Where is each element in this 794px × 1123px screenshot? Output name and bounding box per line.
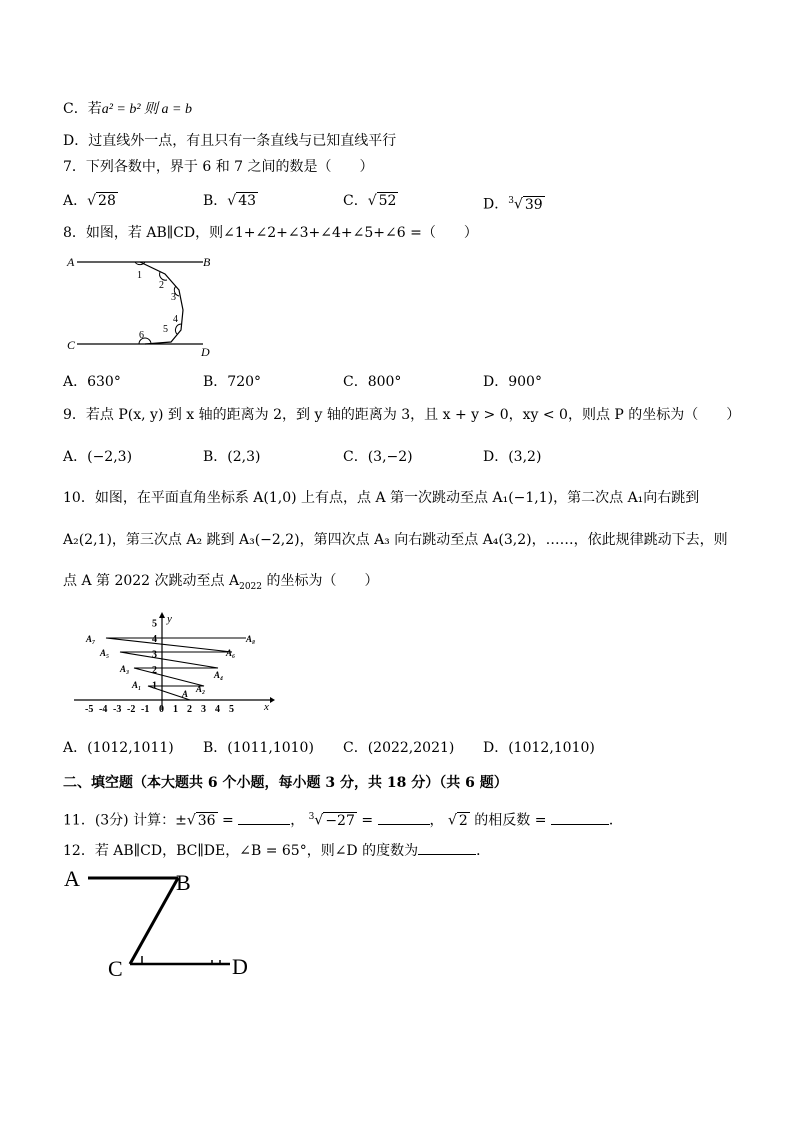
q10-option-b: B．(1011,1010) [203, 740, 314, 756]
x-tick-label: 1 [173, 704, 178, 715]
y-tick-label: 5 [152, 618, 157, 630]
q10-point-a1: A₁ [132, 680, 142, 690]
x-tick-label: -5 [85, 704, 94, 715]
q9-stem: 9．若点 P(x, y) 到 x 轴的距离为 2，到 y 轴的距离为 3，且 x + y > 0，xy < 0，则点 P 的坐标为（ ） [63, 407, 741, 423]
q10-line3: 点 A 第 2022 次跳动至点 $A_{2022}$ 的坐标为（ ） [63, 573, 379, 592]
q9-option-d: D．(3,2) [483, 449, 542, 465]
q10-point-a5: A₅ [100, 648, 110, 658]
q8-label-2: 2 [159, 280, 164, 291]
y-tick-label: 3 [152, 649, 157, 661]
q10-point-a2: A₂ [196, 684, 206, 694]
q12-label-d: D [232, 954, 248, 979]
q10-point-a3: A₃ [120, 664, 130, 674]
q10-option-a: A．(1012,1011) [63, 740, 174, 756]
q7-option-c: C．√ 52 [343, 193, 397, 209]
q8-option-d: D．900° [483, 374, 542, 390]
q6-option-d: D．过直线外一点，有且只有一条直线与已知直线平行 [63, 133, 397, 149]
q12-stem: 12．若 AB∥CD，BC∥DE，∠B = 65°，则∠D 的度数为 ． [63, 843, 491, 859]
q10-figure [70, 612, 275, 716]
x-tick-label: 2 [187, 704, 192, 715]
x-tick-label: 4 [215, 704, 220, 715]
section2-title: 二、填空题（本大题共 6 个小题，每小题 3 分，共 18 分）（共 6 题） [63, 775, 508, 791]
q8-option-b: B．720° [203, 374, 262, 390]
x-tick-label: 3 [201, 704, 206, 715]
q8-label-3: 3 [171, 292, 176, 303]
q6-option-c-label: C．若 [63, 101, 102, 117]
q10-line2: A₂(2,1)，第三次点 A₂ 跳到 A₃(−2,2)，第四次点 A₃ 向右跳动至点 A₄(3,2)，……，依此规律跳动下去，则 [63, 532, 728, 548]
q8-stem: 8．如图，若 AB∥CD，则∠1+∠2+∠3+∠4+∠5+∠6 =（ ） [63, 225, 478, 241]
q12-blank[interactable] [418, 841, 476, 855]
q8-label-4: 4 [173, 314, 178, 325]
q7-stem: 7．下列各数中，界于 6 和 7 之间的数是（ ） [63, 159, 374, 175]
y-tick-label: 4 [152, 634, 157, 645]
q8-option-c: C．800° [343, 374, 402, 390]
q10-point-a7: A₇ [86, 634, 96, 644]
q12-label-a: A [64, 866, 80, 891]
q8-label-5: 5 [163, 324, 168, 335]
q9-option-c: C．(3,−2) [343, 449, 413, 465]
x-tick-label: 0 [159, 704, 164, 715]
q10-point-a6: A₆ [226, 648, 236, 658]
q10-y-axis-label: y [167, 613, 172, 625]
q8-label-1: 1 [137, 270, 142, 281]
q12-label-c: C [108, 956, 123, 981]
y-tick-label: 2 [152, 665, 157, 676]
q11-blank-3[interactable] [551, 811, 609, 825]
q10-line1: 10．如图，在平面直角坐标系 A(1,0) 上有点，点 A 第一次跳动至点 A₁(−1,1)，第二次点 A₁向右跳到 [63, 490, 700, 506]
x-tick-label: -4 [99, 704, 108, 715]
q6-option-c-math: a² = b² 则 a = b [101, 102, 193, 117]
q11-blank-2[interactable] [378, 811, 430, 825]
y-tick-label: 1 [152, 680, 157, 692]
q12-label-b: B [176, 870, 191, 895]
q10-point-a: A [182, 689, 189, 699]
q7-option-d: D．$^3$√ 39 [483, 196, 543, 213]
x-tick-label: -2 [127, 704, 136, 715]
q8-figure [63, 252, 233, 364]
q8-label-d: D [201, 345, 210, 359]
q7-option-b: B．√ 43 [203, 193, 257, 209]
x-tick-label: -3 [113, 704, 122, 715]
q11-stem: 11．(3分) 计算：±√ 36 = ， $^3$√ −27 = ， √ 2 的相反数 = ． [63, 812, 623, 829]
q8-option-a: A．630° [63, 374, 121, 390]
q8-label-a: A [67, 255, 75, 269]
q10-x-ticks [85, 704, 234, 715]
q8-label-c: C [67, 338, 76, 352]
q7-option-a: A．√ 28 [63, 193, 116, 209]
q10-y-ticks [152, 619, 157, 692]
q10-point-a4: A₄ [214, 670, 224, 680]
q8-label-b: B [203, 255, 211, 269]
q9-option-a: A．(−2,3) [63, 449, 133, 465]
q11-blank-1[interactable] [238, 811, 290, 825]
q10-option-d: D．(1012,1010) [483, 740, 595, 756]
q12-figure [62, 866, 262, 981]
q6-option-c [63, 100, 192, 119]
q10-point-a8: A₈ [246, 634, 256, 644]
x-tick-label: 5 [229, 704, 234, 715]
x-tick-label: -1 [141, 704, 150, 715]
q10-option-c: C．(2022,2021) [343, 740, 455, 756]
q8-label-6: 6 [139, 330, 144, 341]
q9-option-b: B．(2,3) [203, 449, 261, 465]
q10-x-axis-label: x [264, 701, 269, 713]
